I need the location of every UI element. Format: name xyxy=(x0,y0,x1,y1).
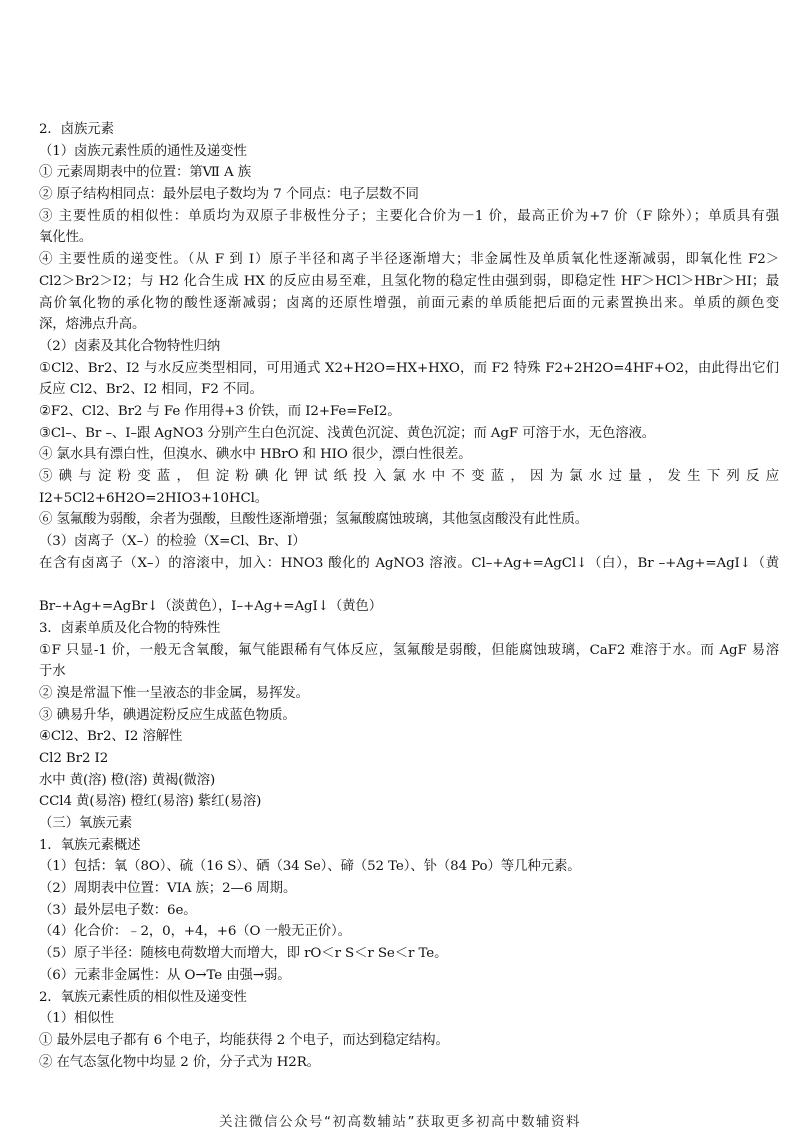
text-line: （4）化合价：﹣2，0，+4，+6（O 一般无正价）。 xyxy=(39,924,351,940)
text-line: 深，熔沸点升高。 xyxy=(39,317,146,333)
text-line: ④ 主要性质的递变性。（从 F 到 I）原子半径和离子半径逐渐增大；非金属性及单质氧化性逐渐减弱，即氧化性 F2＞ xyxy=(39,252,779,268)
text-line: ①Cl2、Br2、I2 与水反应类型相同，可用通式 X2+H2O=HX+HXO，而 F2 特殊 F2+2H2O=4HF+O2，由此得出它们 xyxy=(39,360,779,376)
text-line: ② 溴是常温下惟一呈液态的非金属，易挥发。 xyxy=(39,685,309,701)
blank-line xyxy=(39,574,779,596)
text-line: 高价氧化物的承化物的酸性逐渐减弱；卤离的还原性增强，前面元素的单质能把后面的元素置换出来。单质的颜色变 xyxy=(39,295,779,311)
text-line: （5）原子半径：随核电荷数增大而增大，即 rO＜r S＜r Se＜r Te。 xyxy=(39,946,448,962)
text-line: Cl2 Br2 I2 xyxy=(39,750,109,766)
text-line: 水中 黄(溶) 橙(溶) 黄褐(微溶) xyxy=(39,772,216,788)
text-line: ③ 碘易升华，碘遇淀粉反应生成蓝色物质。 xyxy=(39,707,296,723)
text-line: ④Cl2、Br2、I2 溶解性 xyxy=(39,729,183,745)
text-line: 于水 xyxy=(39,664,66,680)
text-line: 反应 Cl2、Br2、I2 相同，F2 不同。 xyxy=(39,382,263,398)
text-line: ⑤ 碘 与 淀 粉 变 蓝 ， 但 淀 粉 碘 化 钾 试 纸 投 入 氯 水 中 不 变 蓝 ， 因 为 氯 水 过 量 ， 发 生 下 列 反 应 xyxy=(39,469,779,484)
text-line: ③ 主要性质的相似性：单质均为双原子非极性分子；主要化合价为－1 价，最高正价为+7 价（F 除外）；单质具有强 xyxy=(39,208,779,224)
document-body xyxy=(39,119,779,1073)
text-line: ② 在气态氢化物中均显 2 价，分子式为 H2R。 xyxy=(39,1054,320,1070)
text-line: （1）卤族元素性质的通性及递变性 xyxy=(39,143,247,159)
text-line: ⑥ 氢氟酸为弱酸，余者为强酸，旦酸性逐渐增强；氢氟酸腐蚀玻璃，其他氢卤酸没有此性质。 xyxy=(39,512,589,528)
text-line: ②F2、Cl2、Br2 与 Fe 作用得+3 价铁，而 I2+Fe=FeI2。 xyxy=(39,403,401,419)
page-footer: 关注微信公众号“初高数辅站”获取更多初高中数辅资料 xyxy=(219,1114,581,1130)
text-line: （2）卤素及其化合物特性归纳 xyxy=(39,338,221,354)
text-line: ④ 氯水具有漂白性，但溴水、碘水中 HBrO 和 HIO 很少，漂白性很差。 xyxy=(39,447,472,463)
text-line: ② 原子结构相同点：最外层电子数均为 7 个同点：电子层数不同 xyxy=(39,187,419,203)
text-line: ①F 只显-1 价，一般无含氧酸，氟气能跟稀有气体反应，氢氟酸是弱酸，但能腐蚀玻璃，CaF2 难溶于水。而 AgF 易溶 xyxy=(39,642,779,658)
text-line: 2．氧族元素性质的相似性及递变性 xyxy=(39,989,247,1005)
text-line: （三）氧族元素 xyxy=(39,816,133,831)
text-line: （3）卤离子（X–）的检验（X=Cl、Br、I） xyxy=(39,534,306,550)
text-line: 在含有卤离子（X–）的溶滚中，加入：HNO3 酸化的 AgNO3 溶液。Cl–+Ag+=AgCl↓（白），Br –+Ag+=AgI↓（黄 xyxy=(39,555,779,571)
text-line: CCl4 黄(易溶) 橙红(易溶) 紫红(易溶) xyxy=(39,794,262,810)
text-line: ① 最外层电子都有 6 个电子，均能获得 2 个电子，而达到稳定结构。 xyxy=(39,1032,449,1048)
text-line: （2）周期表中位置：VIA 族；2—6 周期。 xyxy=(39,881,297,897)
text-line: I2+5Cl2+6H2O=2HIO3+10HCl。 xyxy=(39,490,269,506)
text-line: Cl2＞Br2＞I2；与 H2 化合生成 HX 的反应由易至难，且氢化物的稳定性由强到弱，即稳定性 HF＞HCl＞HBr＞HI；最 xyxy=(39,273,779,289)
text-line: ① 元素周期表中的位置：第Ⅶ A 族 xyxy=(39,165,251,181)
text-line: （1）相似性 xyxy=(39,1011,114,1027)
text-line: ③Cl–、Br –、I–跟 AgNO3 分别产生白色沉淀、浅黄色沉淀、黄色沉淀；而 AgF 可溶于水，无色溶液。 xyxy=(39,425,656,441)
text-line: Br–+Ag+=AgBr↓（淡黄色），I–+Ag+=AgI↓（黄色） xyxy=(39,599,382,615)
text-line: 3．卤素单质及化合物的特殊性 xyxy=(39,620,221,636)
text-line: （1）包括：氧（8O）、硫（16 S）、硒（34 Se）、碲（52 Te）、钋（84 Po）等几种元素。 xyxy=(39,859,581,875)
text-line: （3）最外层电子数：6e。 xyxy=(39,902,197,918)
text-line: （6）元素非金属性：从 O→Te 由强→弱。 xyxy=(39,967,291,983)
text-line: 氧化性。 xyxy=(39,230,93,246)
text-line: 1．氧族元素概述 xyxy=(39,837,141,853)
text-line: 2．卤族元素 xyxy=(39,122,114,137)
